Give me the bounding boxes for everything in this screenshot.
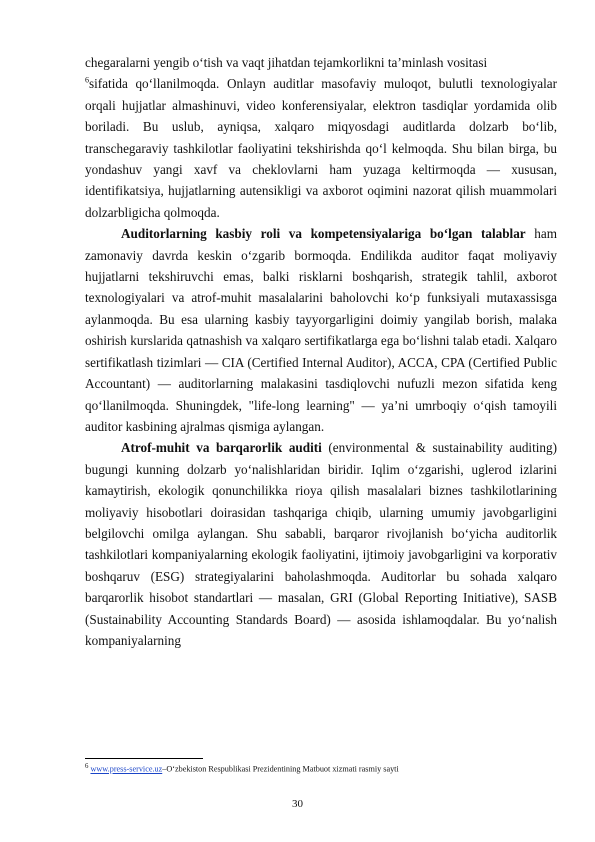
paragraph-1-text-a: chegaralarni yengib o‘tish va vaqt jihatdan tejamkorlikni ta’minlash vositasi bbox=[85, 55, 488, 70]
paragraph-1-text-b: sifatida qo‘llanilmoqda. Onlayn auditlar masofaviy muloqot, bulutli texnologiyalar orqali hujjatlar almashinuvi, video konferensiyalar, elektron tasdiqlar yordamida olib boriladi. Bu uslub, ayniqsa, xalqaro miqyosdagi auditlarda dolzarb bo‘lib, transchegaraviy tashkilotlar faoliyatini tekshirishda qo‘l kelmoqda. Shu bilan birga, bu yondashuv yangi xavf va cheklovlarni ham yuzaga keltirmoqda — xususan, identifikatsiya, hujjatlarning autensikligi va axborot oqimini nazorat qilish muammolari dolzarbligicha qolmoqda. bbox=[85, 76, 557, 220]
footnote bbox=[85, 762, 555, 775]
paragraph-3-heading: Atrof-muhit va barqarorlik auditi bbox=[121, 440, 322, 456]
paragraph-1 bbox=[85, 52, 557, 223]
paragraph-2-text: ham zamonaviy davrda keskin o‘zgarib bormoqda. Endilikda auditor faqat moliyaviy hujjatlarni tekshiruvchi emas, balki risklarni boshqarish, strategik tahlil, axborot texnologiyalari va atrof-muhit masalalarini baholovchi ko‘p funksiyali mutaxassisga aylanmoqda. Bu esa ularning kasbiy tayyorgarligini doimiy yangilab borish, malaka oshirish kurslarida qatnashish va xalqaro sertifikatlarga ega bo‘lishni talab etadi. Xalqaro sertifikatlash tizimlari — CIA (Certified Internal Auditor), ACCA, CPA (Certified Public Accountant) — auditorlarning malakasini tasdiqlovchi nufuzli mezon sifatida keng qo‘llanilmoqda. Shuningdek, "life-long learning" — ya’ni umrboqiy o‘qish tamoyili auditor kasbining ajralmas qismiga aylangan. bbox=[85, 226, 557, 434]
footnote-link[interactable]: www.press-service.uz bbox=[90, 764, 163, 774]
document-body bbox=[85, 52, 557, 651]
paragraph-3 bbox=[85, 437, 557, 651]
footnote-reference[interactable]: 6 bbox=[85, 76, 89, 86]
footnote-divider bbox=[85, 758, 203, 759]
page-number: 30 bbox=[292, 798, 303, 810]
footnote-mark: 6 bbox=[85, 763, 89, 770]
footnote-text: –O‘zbekiston Respublikasi Prezidentining Matbuot xizmati rasmiy sayti bbox=[162, 764, 399, 774]
paragraph-3-text: (environmental & sustainability auditing) bugungi kunning dolzarb yo‘nalishlaridan biridir. Iqlim o‘zgarishi, uglerod izlarini kamaytirish, ekologik qonunchilikka rioya qilish masalalari biznes tashkilotlarining moliyaviy hisobotlari doirasidan tashqariga chiqib, ularning umumiy javobgarligini belgilovchi omilga aylangan. Shu sababli, barqaror rivojlanish bo‘yicha auditorlik tashkilotlari kompaniyalarning ekologik faoliyatini, ijtimoiy javobgarligini va korporativ boshqaruv (ESG) strategiyalarini baholashmoqda. Auditorlar bu sohada xalqaro barqarorlik hisobot standartlari — masalan, GRI (Global Reporting Initiative), SASB (Sustainability Accounting Standards Board) — asosida ishlamoqdalar. Bu yo‘nalish kompaniyalarning bbox=[85, 440, 558, 648]
paragraph-2 bbox=[85, 223, 557, 437]
paragraph-2-heading: Auditorlarning kasbiy roli va kompetensiyalariga bo‘lgan talablar bbox=[121, 226, 526, 242]
